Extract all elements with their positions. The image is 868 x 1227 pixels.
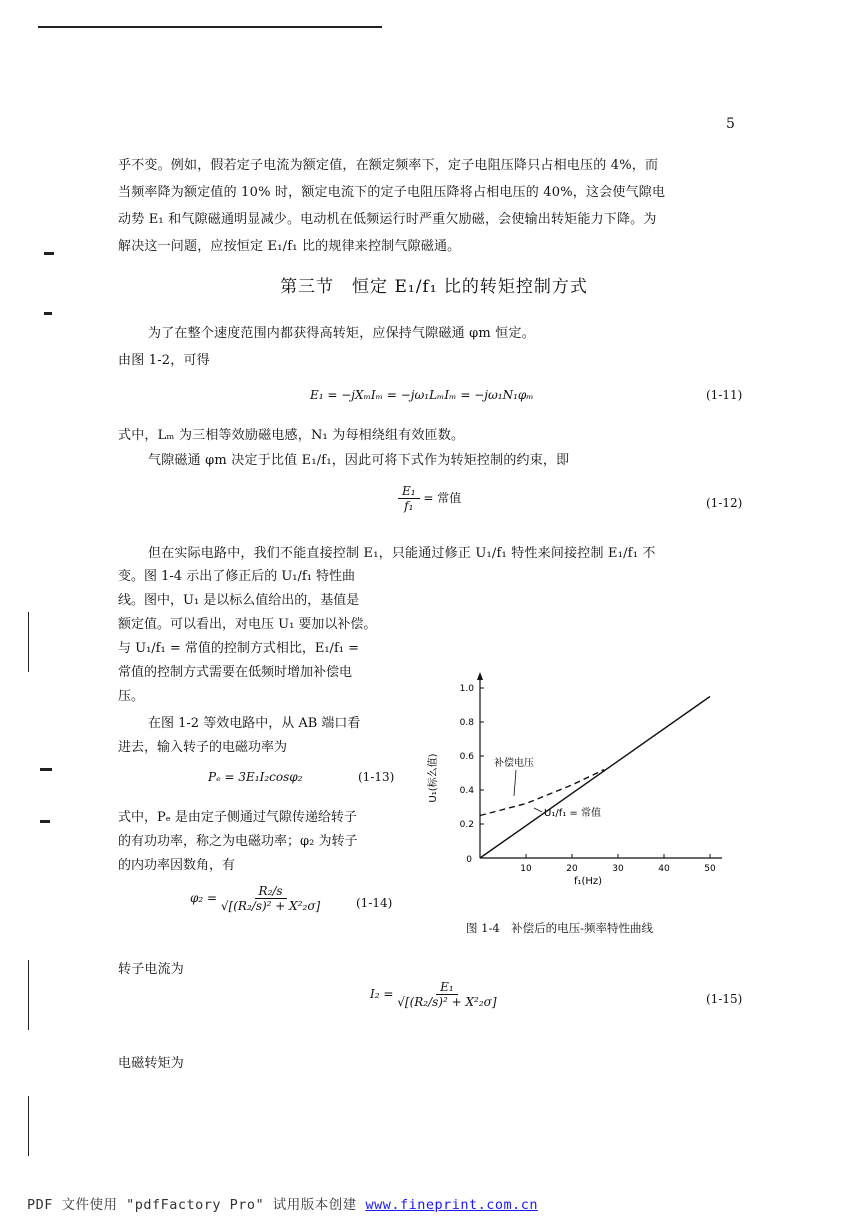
intro-line: 动势 E₁ 和气隙磁通明显减少。电动机在低频运行时严重欠励磁，会使输出转矩能力下降。为 xyxy=(118,212,657,227)
origin-label: 0 xyxy=(466,855,472,865)
paragraph-7 xyxy=(118,806,408,878)
paragraph-9 xyxy=(118,1050,758,1077)
fraction-denominator: f₁ xyxy=(404,499,414,513)
text-line: 与 U₁/f₁ = 常值的控制方式相比，E₁/f₁ = xyxy=(118,641,359,656)
fraction-denominator: √[(R₂/s)² + X²₂σ] xyxy=(397,995,497,1009)
equation-number: (1-13) xyxy=(358,770,395,784)
equation-1-13: Pₑ = 3E₁I₂cosφ₂ xyxy=(208,770,303,784)
text-line: 为了在整个速度范围内都获得高转矩，应保持气隙磁通 φm 恒定。 xyxy=(148,326,535,341)
y-tick-label: 0.8 xyxy=(459,718,474,728)
header-rule xyxy=(38,26,382,28)
equation-rhs: = 常值 xyxy=(423,491,462,505)
section-title: 第三节 恒定 E₁/f₁ 比的转矩控制方式 xyxy=(280,277,588,297)
x-tick-label: 30 xyxy=(612,864,624,874)
annotation-compensation: 补偿电压 xyxy=(494,758,534,769)
text-line: 线。图中，U₁ 是以标么值给出的，基值是 xyxy=(118,593,360,608)
text-line: 变。图 1-4 示出了修正后的 U₁/f₁ 特性曲 xyxy=(118,569,356,584)
text-line: 压。 xyxy=(118,689,145,704)
fraction xyxy=(221,884,320,913)
fraction-numerator: E₁ xyxy=(436,980,458,995)
text-line: 的有功功率，称之为电磁功率；φ₂ 为转子 xyxy=(118,834,358,849)
paragraph-5-rest xyxy=(118,565,408,709)
text-line: 的内功率因数角，有 xyxy=(118,858,236,873)
intro-line: 解决这一问题，应按恒定 E₁/f₁ 比的规律来控制气隙磁通。 xyxy=(118,239,461,254)
fraction-denominator: √[(R₂/s)² + X²₂σ] xyxy=(220,899,321,913)
fraction-numerator: E₁ xyxy=(398,484,420,499)
paragraph-5-first xyxy=(148,540,788,567)
text-line: 式中，Lₘ 为三相等效励磁电感，N₁ 为每相绕组有效匝数。 xyxy=(118,428,465,443)
x-ticks xyxy=(520,854,716,874)
chart-series xyxy=(480,697,710,859)
equation-1-11: E₁ = −jXₘIₘ = −jω₁LₘIₘ = −jω₁N₁φₘ xyxy=(310,388,534,402)
scan-line xyxy=(28,612,29,672)
paragraph-3 xyxy=(118,422,758,449)
text-line: 额定值。可以看出，对电压 U₁ 要加以补偿。 xyxy=(118,617,377,632)
scan-line xyxy=(28,1096,29,1156)
equation-number: (1-14) xyxy=(356,896,393,910)
series-line-constant-ratio xyxy=(480,697,710,859)
y-axis-arrow xyxy=(477,672,483,680)
fraction xyxy=(397,980,496,1009)
equation-number: (1-15) xyxy=(706,992,743,1006)
annotation-leader xyxy=(534,808,542,812)
equation-number: (1-12) xyxy=(706,496,743,510)
page-number: 5 xyxy=(726,116,735,132)
y-tick-label: 1.0 xyxy=(459,684,474,694)
paragraph-2 xyxy=(148,320,788,347)
figure-caption: 图 1-4 补偿后的电压-频率特性曲线 xyxy=(466,921,654,935)
fraction-numerator: R₂/s xyxy=(255,884,287,899)
annotation-constant-ratio: U₁/f₁ = 常值 xyxy=(544,808,601,819)
text-line: 但在实际电路中，我们不能直接控制 E₁，只能通过修正 U₁/f₁ 特性来间接控制 E₁/f₁ 不 xyxy=(148,546,656,561)
x-tick-label: 10 xyxy=(520,864,532,874)
equation-1-14 xyxy=(190,884,320,913)
equation-1-15 xyxy=(370,980,497,1009)
text-line: 气隙磁通 φm 决定于比值 E₁/f₁，因此可将下式作为转矩控制的约束，即 xyxy=(148,453,570,468)
intro-paragraph xyxy=(118,152,758,260)
equation-number: (1-11) xyxy=(706,388,743,402)
equation-1-12 xyxy=(398,484,461,513)
intro-line: 乎不变。例如，假若定子电流为额定值，在额定频率下，定子电阻压降只占相电压的 4%，而 xyxy=(118,158,659,173)
figure-1-4-chart xyxy=(418,648,728,898)
paragraph-6b xyxy=(118,736,408,760)
text-line: 由图 1-2，可得 xyxy=(118,353,210,368)
paragraph-4 xyxy=(148,447,788,474)
text-line: 式中，Pₑ 是由定子侧通过气隙传递给转子 xyxy=(118,810,357,825)
text-line: 在图 1-2 等效电路中，从 AB 端口看 xyxy=(148,716,361,731)
y-tick-label: 0.2 xyxy=(459,820,474,830)
scan-mark xyxy=(40,768,52,771)
text-line: 电磁转矩为 xyxy=(118,1056,185,1071)
footer-link[interactable]: www.fineprint.com.cn xyxy=(365,1197,538,1213)
text-line: 转子电流为 xyxy=(118,962,185,977)
footer-text: PDF 文件使用 "pdfFactory Pro" 试用版本创建 xyxy=(27,1197,366,1213)
y-axis-label: U₁(标么值) xyxy=(428,753,439,803)
x-tick-label: 20 xyxy=(566,864,578,874)
text-line: 常值的控制方式需要在低频时增加补偿电 xyxy=(118,665,353,680)
paragraph-2b xyxy=(118,347,758,374)
fraction xyxy=(398,484,420,513)
paragraph-8 xyxy=(118,956,758,983)
y-tick-label: 0.6 xyxy=(459,752,474,762)
intro-line: 当频率降为额定值的 10% 时，额定电流下的定子电阻压降将占相电压的 40%，这会使气隙电 xyxy=(118,185,666,200)
pdf-footer xyxy=(27,1193,538,1213)
x-axis-label: f₁(Hz) xyxy=(573,876,603,887)
equation-lhs: I₂ = xyxy=(370,987,394,1001)
x-tick-label: 40 xyxy=(658,864,670,874)
y-tick-label: 0.4 xyxy=(459,786,474,796)
scan-mark xyxy=(40,820,50,823)
annotation-leader xyxy=(514,770,516,796)
x-tick-label: 50 xyxy=(704,864,716,874)
scan-line xyxy=(28,960,29,1030)
text-line: 进去，输入转子的电磁功率为 xyxy=(118,740,288,755)
paragraph-6 xyxy=(148,712,438,736)
scan-mark xyxy=(44,312,52,315)
equation-lhs: φ₂ = xyxy=(190,891,218,905)
scan-mark xyxy=(44,252,54,255)
